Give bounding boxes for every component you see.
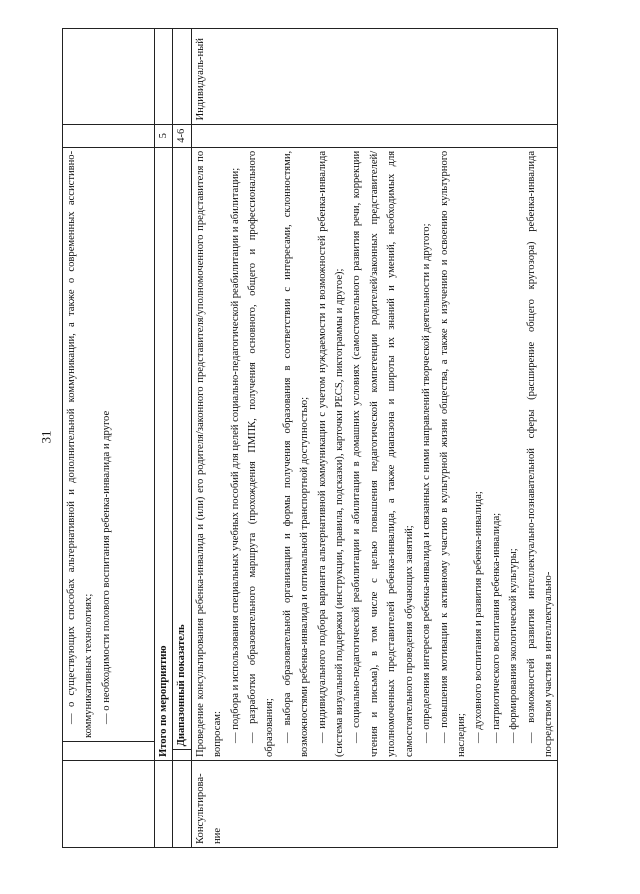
total-label: Итого по мероприятию <box>155 147 173 760</box>
cell-empty <box>63 741 155 760</box>
list-item: — индивидуального подбора варианта альтернативной коммуникации с учетом нуждаемости и возможностей ребенка-инвалида (система визуальной поддержки (инструкции, правила, подсказки), карточки PECS, пиктограммы и другое); <box>314 151 349 757</box>
table-row <box>63 29 155 848</box>
table-row <box>155 29 173 848</box>
list-item: — патриотического воспитания ребенка-инвалида; <box>488 151 505 757</box>
cell-empty <box>63 124 155 147</box>
cell-top-items <box>63 147 155 741</box>
total-value: 5 <box>155 124 173 147</box>
list-item: — определения интересов ребенка-инвалида и связанных с ними направлений творческой деятельности и другого; <box>418 151 435 757</box>
measures-table <box>62 28 558 848</box>
cell-empty <box>173 29 191 125</box>
range-label: Диапазонный показатель <box>173 147 191 750</box>
table-row <box>191 29 558 848</box>
cell-empty <box>63 29 155 125</box>
cell-empty <box>155 29 173 125</box>
rotated-table-container <box>62 28 552 848</box>
page-number: 31 <box>38 430 54 444</box>
cell-empty <box>173 761 191 848</box>
cell-empty <box>155 761 173 848</box>
consult-intro: Проведение консультирования ребенка-инвалида и (или) его родителя/законного представителя/уполномоченного представителя по вопросам: <box>194 150 224 758</box>
cell-empty <box>191 124 558 147</box>
consult-description <box>191 147 558 760</box>
list-item: — духовного воспитания и развития ребенка-инвалида; <box>470 151 487 757</box>
consult-name: Консультирова-ние <box>191 761 558 848</box>
list-item: — повышения мотивации к активному участию в культурной жизни общества, а также к изучению и освоению культурного наследия; <box>436 151 471 757</box>
consult-form: Индивидуаль-ный <box>191 29 558 125</box>
list-item: — социально-педагогической реабилитации и абилитации в домашних условиях (самостоятельного развития речи, коррекции чтения и письма), в том числе с целью повышения педагогической компетенции родителей/законных представителей/ уполномоченных представителей ребенка-инвалида, а также диапазона и широты их знаний и умений, необходимых для самостоятельного проведения обучающих занятий; <box>348 151 418 757</box>
table-row <box>173 29 191 848</box>
list-item: — подбора и использования специальных учебных пособий для целей социально-педагогической реабилитации и абилитации; <box>227 151 244 757</box>
list-item: — выбора образовательной организации и формы получения образования в соответствии с интересами, склонностями, возможностями ребенка-инвалида и оптимальной транспортной доступностью; <box>279 151 314 757</box>
list-item: — разработки образовательного маршрута (прохождения ПМПК, получения основного, общего и профессионального образования; <box>244 151 279 757</box>
cell-empty <box>63 761 155 848</box>
list-item: — формирования экологической культуры; <box>505 151 522 757</box>
list-item: — о существующих способах альтернативной и дополнительной коммуникации, а также о современных ассистивно-коммуникативных технологиях; <box>63 151 98 738</box>
list-item: — о необходимости полового воспитания ребенка-инвалида и другое <box>98 151 115 738</box>
list-item: — возможностей развития интеллектуально-познавательной сферы (расширение общего кругозора) ребенка-инвалида посредством участия в интеллектуально- <box>523 151 558 757</box>
cell-empty <box>173 750 191 761</box>
range-value: 4-6 <box>173 124 191 147</box>
